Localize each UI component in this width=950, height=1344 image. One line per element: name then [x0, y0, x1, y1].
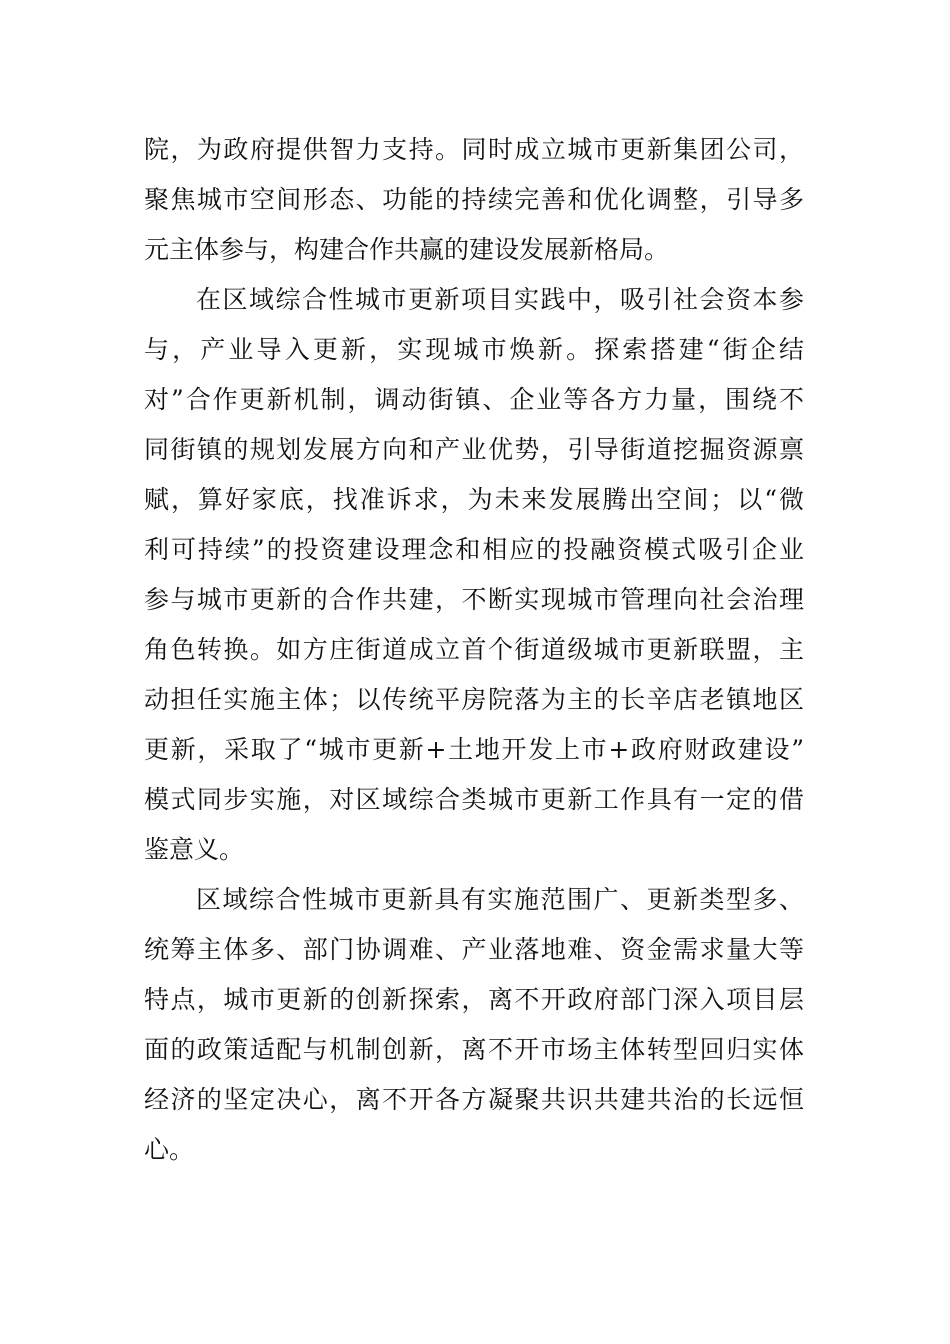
paragraph-2-line-8: 角色转换。如方庄街道成立首个街道级城市更新联盟，主	[144, 635, 804, 664]
paragraph-2-line-7: 参与城市更新的合作共建，不断实现城市管理向社会治理	[144, 585, 804, 614]
paragraph-2-line-3: 对”合作更新机制，调动街镇、企业等各方力量，围绕不	[144, 385, 804, 414]
paragraph-1-line-3: 元主体参与，构建合作共赢的建设发展新格局。	[144, 235, 670, 264]
paragraph-3-line-5: 经济的坚定决心，离不开各方凝聚共识共建共治的长远恒	[144, 1085, 804, 1114]
paragraph-1-line-2: 聚焦城市空间形态、功能的持续完善和优化调整，引导多	[144, 185, 804, 214]
paragraph-3-line-3: 特点，城市更新的创新探索，离不开政府部门深入项目层	[144, 985, 804, 1014]
paragraph-2-line-11: 模式同步实施，对区域综合类城市更新工作具有一定的借	[144, 785, 804, 814]
paragraph-2-line-2: 与，产业导入更新，实现城市焕新。探索搭建“街企结	[144, 335, 804, 364]
paragraph-2-line-1: 在区域综合性城市更新项目实践中，吸引社会资本参	[196, 285, 804, 314]
paragraph-2-line-4: 同街镇的规划发展方向和产业优势，引导街道挖掘资源禀	[144, 435, 804, 464]
paragraph-2-line-12: 鉴意义。	[144, 835, 245, 864]
paragraph-2-line-5: 赋，算好家底，找准诉求，为未来发展腾出空间；以“微	[144, 485, 804, 514]
paragraph-2-line-6: 利可持续”的投资建设理念和相应的投融资模式吸引企业	[144, 535, 804, 564]
paragraph-3-line-2: 统筹主体多、部门协调难、产业落地难、资金需求量大等	[144, 935, 804, 964]
paragraph-3-line-4: 面的政策适配与机制创新，离不开市场主体转型回归实体	[144, 1035, 804, 1064]
paragraph-1-line-1: 院，为政府提供智力支持。同时成立城市更新集团公司，	[144, 135, 804, 164]
paragraph-2-line-10: 更新，采取了“城市更新+土地开发上市+政府财政建设”	[144, 735, 804, 764]
paragraph-3-line-1: 区域综合性城市更新具有实施范围广、更新类型多、	[196, 885, 804, 914]
paragraph-3-line-6: 心。	[144, 1135, 195, 1164]
paragraph-2-line-9: 动担任实施主体；以传统平房院落为主的长辛店老镇地区	[144, 685, 804, 714]
